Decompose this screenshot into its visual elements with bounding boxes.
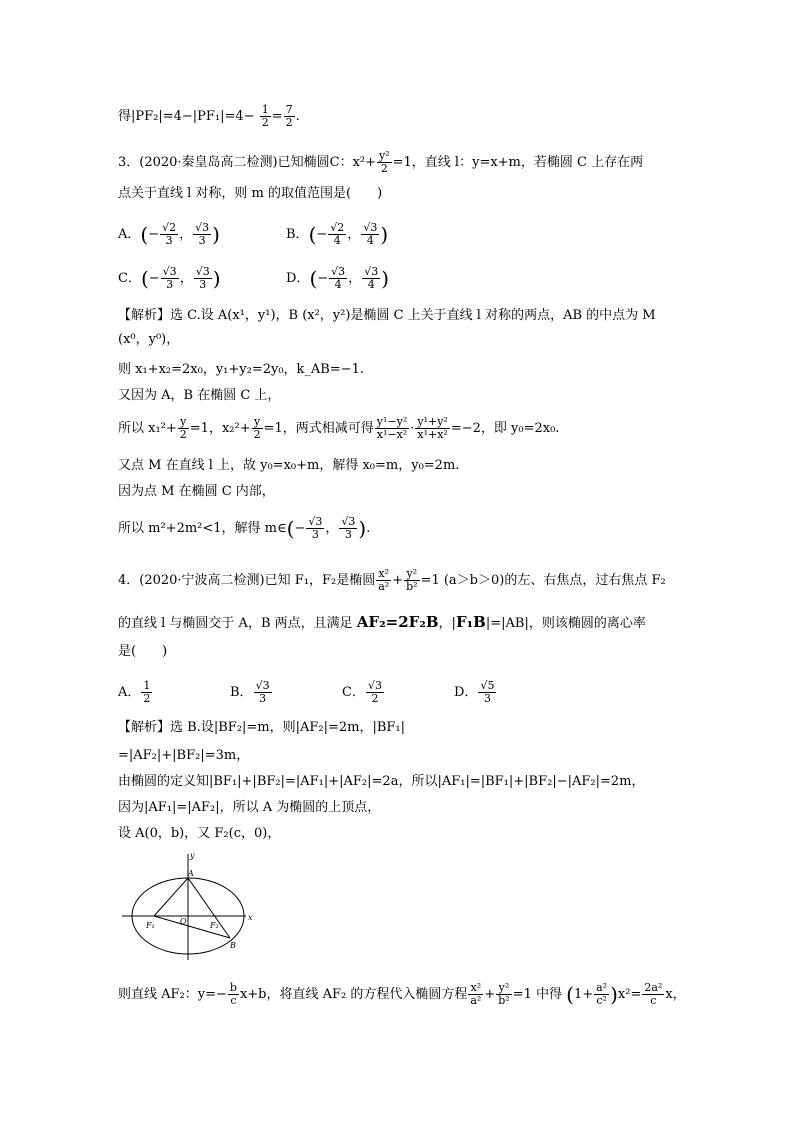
- solution-3-line-8: 所以 m²+2m²<1，解得 m∈(− $\frac{√3}{3}$ ， $\frac{√3}{3}$ ).: [118, 515, 371, 541]
- solution-4-line-4: 因为|AF₁|=|AF₂|，所以 A 为椭圆的上顶点，: [118, 800, 381, 815]
- label-f1: F₁: [146, 921, 155, 930]
- solution-line-pf2: 得|PF₂|=4−|PF₁|=4− $\frac{1}{2}$ = $\frac{7}{2}$ .: [118, 103, 300, 129]
- q4-option-c[interactable]: C． $\frac{√3}{2}$: [342, 679, 382, 705]
- q3-option-b[interactable]: B．(− $\frac{√2}{4}$ ， $\frac{√3}{4}$ ): [286, 221, 389, 247]
- fraction: $\frac{7}{2}$: [285, 103, 293, 129]
- solution-3-line-7: 因为点 M 在椭圆 C 内部，: [118, 484, 275, 499]
- solution-4-line-2: =|AF₂|+|BF₂|=3m，: [118, 748, 250, 763]
- solution-3-line-6: 又点 M 在直线 l 上，故 y₀=x₀+m，解得 x₀=m，y₀=2m.: [118, 458, 460, 473]
- solution-3-line-3: 则 x₁+x₂=2x₀，y₁+y₂=2y₀，k_AB=−1.: [118, 362, 365, 377]
- q4-option-d[interactable]: D． $\frac{√5}{3}$: [454, 679, 495, 705]
- label-f2: F₂: [210, 921, 219, 930]
- q3-option-d[interactable]: D．(− $\frac{√3}{4}$ ， $\frac{√3}{4}$ ): [286, 265, 390, 291]
- label-x: x: [248, 913, 253, 922]
- label-a: A: [188, 869, 194, 878]
- vector-expression: AF₂=2F₂B: [356, 613, 439, 631]
- question-3-stem-cont: 点关于直线 l 对称，则 m 的取值范围是( ): [118, 186, 383, 201]
- solution-4-line-5: 设 A(0，b)，又 F₂(c，0)，: [118, 826, 281, 841]
- solution-4-line-1: 【解析】选 B.设|BF₂|=m，则|AF₂|=2m，|BF₁|: [118, 720, 405, 735]
- fraction: $\frac{\text{y²}}{2}$: [379, 149, 390, 175]
- q3-option-a[interactable]: A．(− $\frac{√2}{3}$ ， $\frac{√3}{3}$ ): [118, 221, 220, 247]
- label-b: B: [230, 941, 236, 950]
- question-3-stem: 3．(2020·秦皇岛高二检测)已知椭圆C：x²+ $\frac{\text{y²}}{2}$ =1，直线 l：y=x+m，若椭圆 C 上存在两: [118, 149, 644, 175]
- fraction: $\frac{1}{2}$: [261, 103, 269, 129]
- question-4-stem-end: 是( ): [118, 644, 168, 659]
- question-4-stem: 4．(2020·宁波高二检测)已知 F₁，F₂是椭圆 $\frac{\text{x²}}{\text{a²}}$ + $\frac{\text{y²}}{\text{b²}}$ =1 (a＞b＞0)的左、右焦点，过右焦点 F₂: [118, 567, 666, 593]
- label-o: O: [180, 917, 187, 926]
- q4-option-a[interactable]: A． $\frac{1}{2}$: [118, 679, 151, 705]
- solution-3-line-5: 所以 x₁²+ $\frac{y}{2}$ =1，x₂²+ $\frac{y}{2}$ =1，两式相减可得 $\frac{\text{y¹−y²}}{\text{x¹−x²}}$ · $\frac{\text{y¹+y²}}{\text{x¹+x²}}$ =−2，即 y₀=2x₀.: [118, 415, 560, 441]
- solution-4-line-6: 则直线 AF₂：y=− $\frac{b}{c}$ x+b，将直线 AF₂ 的方程代入椭圆方程 $\frac{\text{x²}}{\text{a²}}$ + $\frac{\text{y²}}{\text{b²}}$ =1 中得 (1+ $\frac{\text{a²}}{\text{c²}}$ )x²= $\frac{\text{2a²}}{c}$ x，: [118, 981, 686, 1007]
- solution-3-line-4: 又因为 A，B 在椭圆 C 上，: [118, 388, 281, 403]
- question-4-stem-cont: 的直线 l 与椭圆交于 A，B 两点，且满足 AF₂=2F₂B，|F₁B|=|AB|，则该椭圆的离心率: [118, 613, 646, 631]
- solution-3-line-1: 【解析】选 C.设 A(x¹，y¹)，B (x²，y²)是椭圆 C 上关于直线 l 对称的两点，AB 的中点为 M: [118, 308, 656, 323]
- solution-3-line-2: (x⁰，y⁰)，: [118, 332, 180, 347]
- q3-option-c[interactable]: C．(− $\frac{√3}{3}$ ， $\frac{√3}{3}$ ): [118, 265, 221, 291]
- label-y: y: [190, 851, 195, 860]
- ellipse-figure: [118, 848, 258, 964]
- q4-option-b[interactable]: B． $\frac{√3}{3}$: [230, 679, 270, 705]
- solution-4-line-3: 由椭圆的定义知|BF₁|+|BF₂|=|AF₁|+|AF₂|=2a，所以|AF₁|=|BF₁|+|BF₂|−|AF₂|=2m，: [118, 774, 645, 789]
- vector-expression: F₁B: [455, 613, 486, 631]
